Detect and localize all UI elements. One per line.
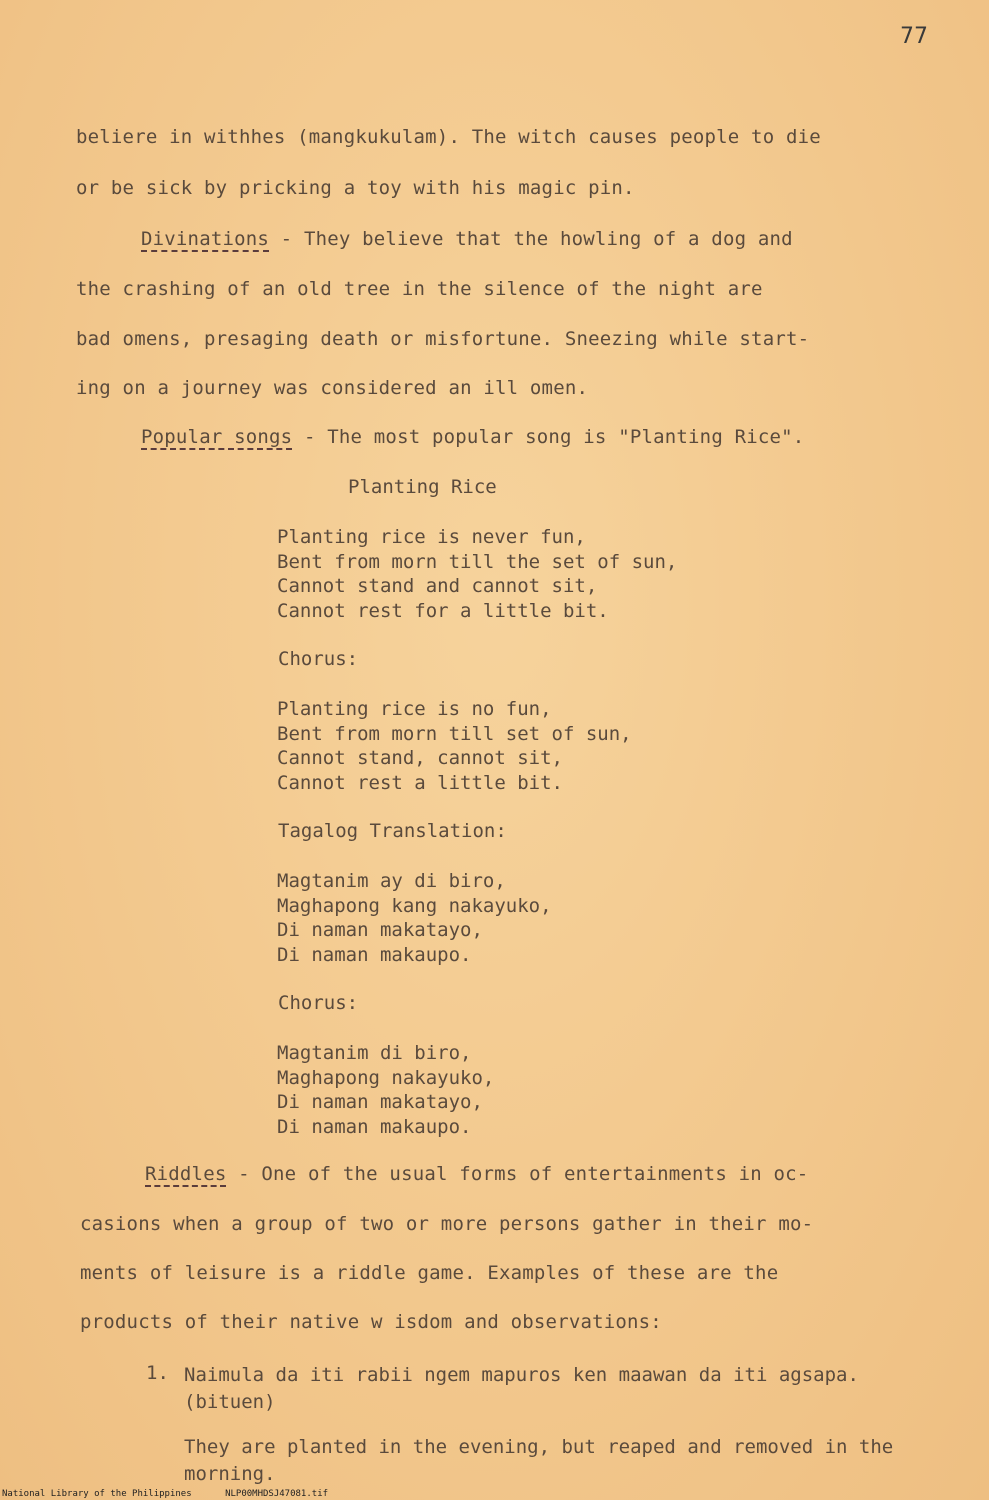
poem-line: Di naman makaupo. xyxy=(277,943,472,966)
riddle-translation: They are planted in the evening, but reaped and removed in the morning. xyxy=(184,1436,894,1485)
riddles-line-4: products of their native w isdom and observations: xyxy=(80,1311,662,1333)
riddle-text: Naimula da iti rabii ngem mapuros ken maawan da iti agsapa. (bituen) xyxy=(184,1364,859,1413)
verse-english xyxy=(277,525,677,623)
poem-line: Bent from morn till the set of sun, xyxy=(277,550,678,573)
poem-line: Maghapong nakayuko, xyxy=(277,1066,495,1089)
poem-line: Di naman makatayo, xyxy=(277,1091,483,1113)
poem-line: Cannot stand and cannot sit, xyxy=(277,575,598,597)
poem-line: Bent from morn till set of sun, xyxy=(277,722,632,745)
poem-line: Di naman makaupo. xyxy=(277,1115,472,1138)
poem-line: Magtanim ay di biro, xyxy=(277,870,506,892)
riddles-line-3: ments of leisure is a riddle game. Examples of these are the xyxy=(80,1262,779,1284)
footer-filename: NLP00MHDSJ47081.tif xyxy=(225,1489,329,1499)
poem-title: Planting Rice xyxy=(348,476,497,498)
page-number: 77 xyxy=(900,24,928,49)
chorus-label: Chorus: xyxy=(278,648,359,670)
scan-footer xyxy=(2,1489,328,1499)
divinations-line-3: bad omens, presaging death or misfortune. Sneezing while start- xyxy=(76,328,810,350)
footer-library: National Library of the Philippines xyxy=(2,1489,192,1499)
poem-line: Planting rice is never fun, xyxy=(277,526,586,548)
riddles-heading: Riddles xyxy=(145,1163,227,1185)
riddles-line-1: Riddles - One of the usual forms of entertainments in oc- xyxy=(145,1163,809,1185)
divinations-line-1: Divinations - They believe that the howling of a dog and xyxy=(141,228,793,250)
poem-line: Di naman makatayo, xyxy=(277,919,483,941)
divinations-line-4: ing on a journey was considered an ill omen. xyxy=(76,377,589,399)
paragraph-witches-line-1: beliere in withhes (mangkukulam). The witch causes people to die xyxy=(76,126,821,148)
poem-line: Cannot rest for a little bit. xyxy=(277,599,609,622)
paragraph-witches-line-2: or be sick by pricking a toy with his magic pin. xyxy=(76,177,635,199)
divinations-line-2: the crashing of an old tree in the silence of the night are xyxy=(76,278,763,300)
divinations-heading: Divinations xyxy=(141,228,270,250)
poem-line: Maghapong kang nakayuko, xyxy=(277,894,552,917)
verse-tagalog xyxy=(277,869,552,967)
poem-line: Cannot stand, cannot sit, xyxy=(277,747,563,769)
songs-heading: Popular songs xyxy=(141,426,293,448)
chorus-english xyxy=(277,697,632,795)
poem-line: Magtanim di biro, xyxy=(277,1042,472,1064)
poem-line: Cannot rest a little bit. xyxy=(277,771,563,794)
riddle-number: 1. xyxy=(146,1362,169,1384)
riddles-line-2: casions when a group of two or more persons gather in their mo- xyxy=(80,1213,814,1235)
chorus-tagalog xyxy=(277,1041,494,1139)
songs-line-1: Popular songs - The most popular song is "Planting Rice". xyxy=(141,426,805,448)
tagalog-translation-label: Tagalog Translation: xyxy=(278,820,507,842)
poem-line: Planting rice is no fun, xyxy=(277,698,552,720)
chorus-label-tagalog: Chorus: xyxy=(278,992,359,1014)
